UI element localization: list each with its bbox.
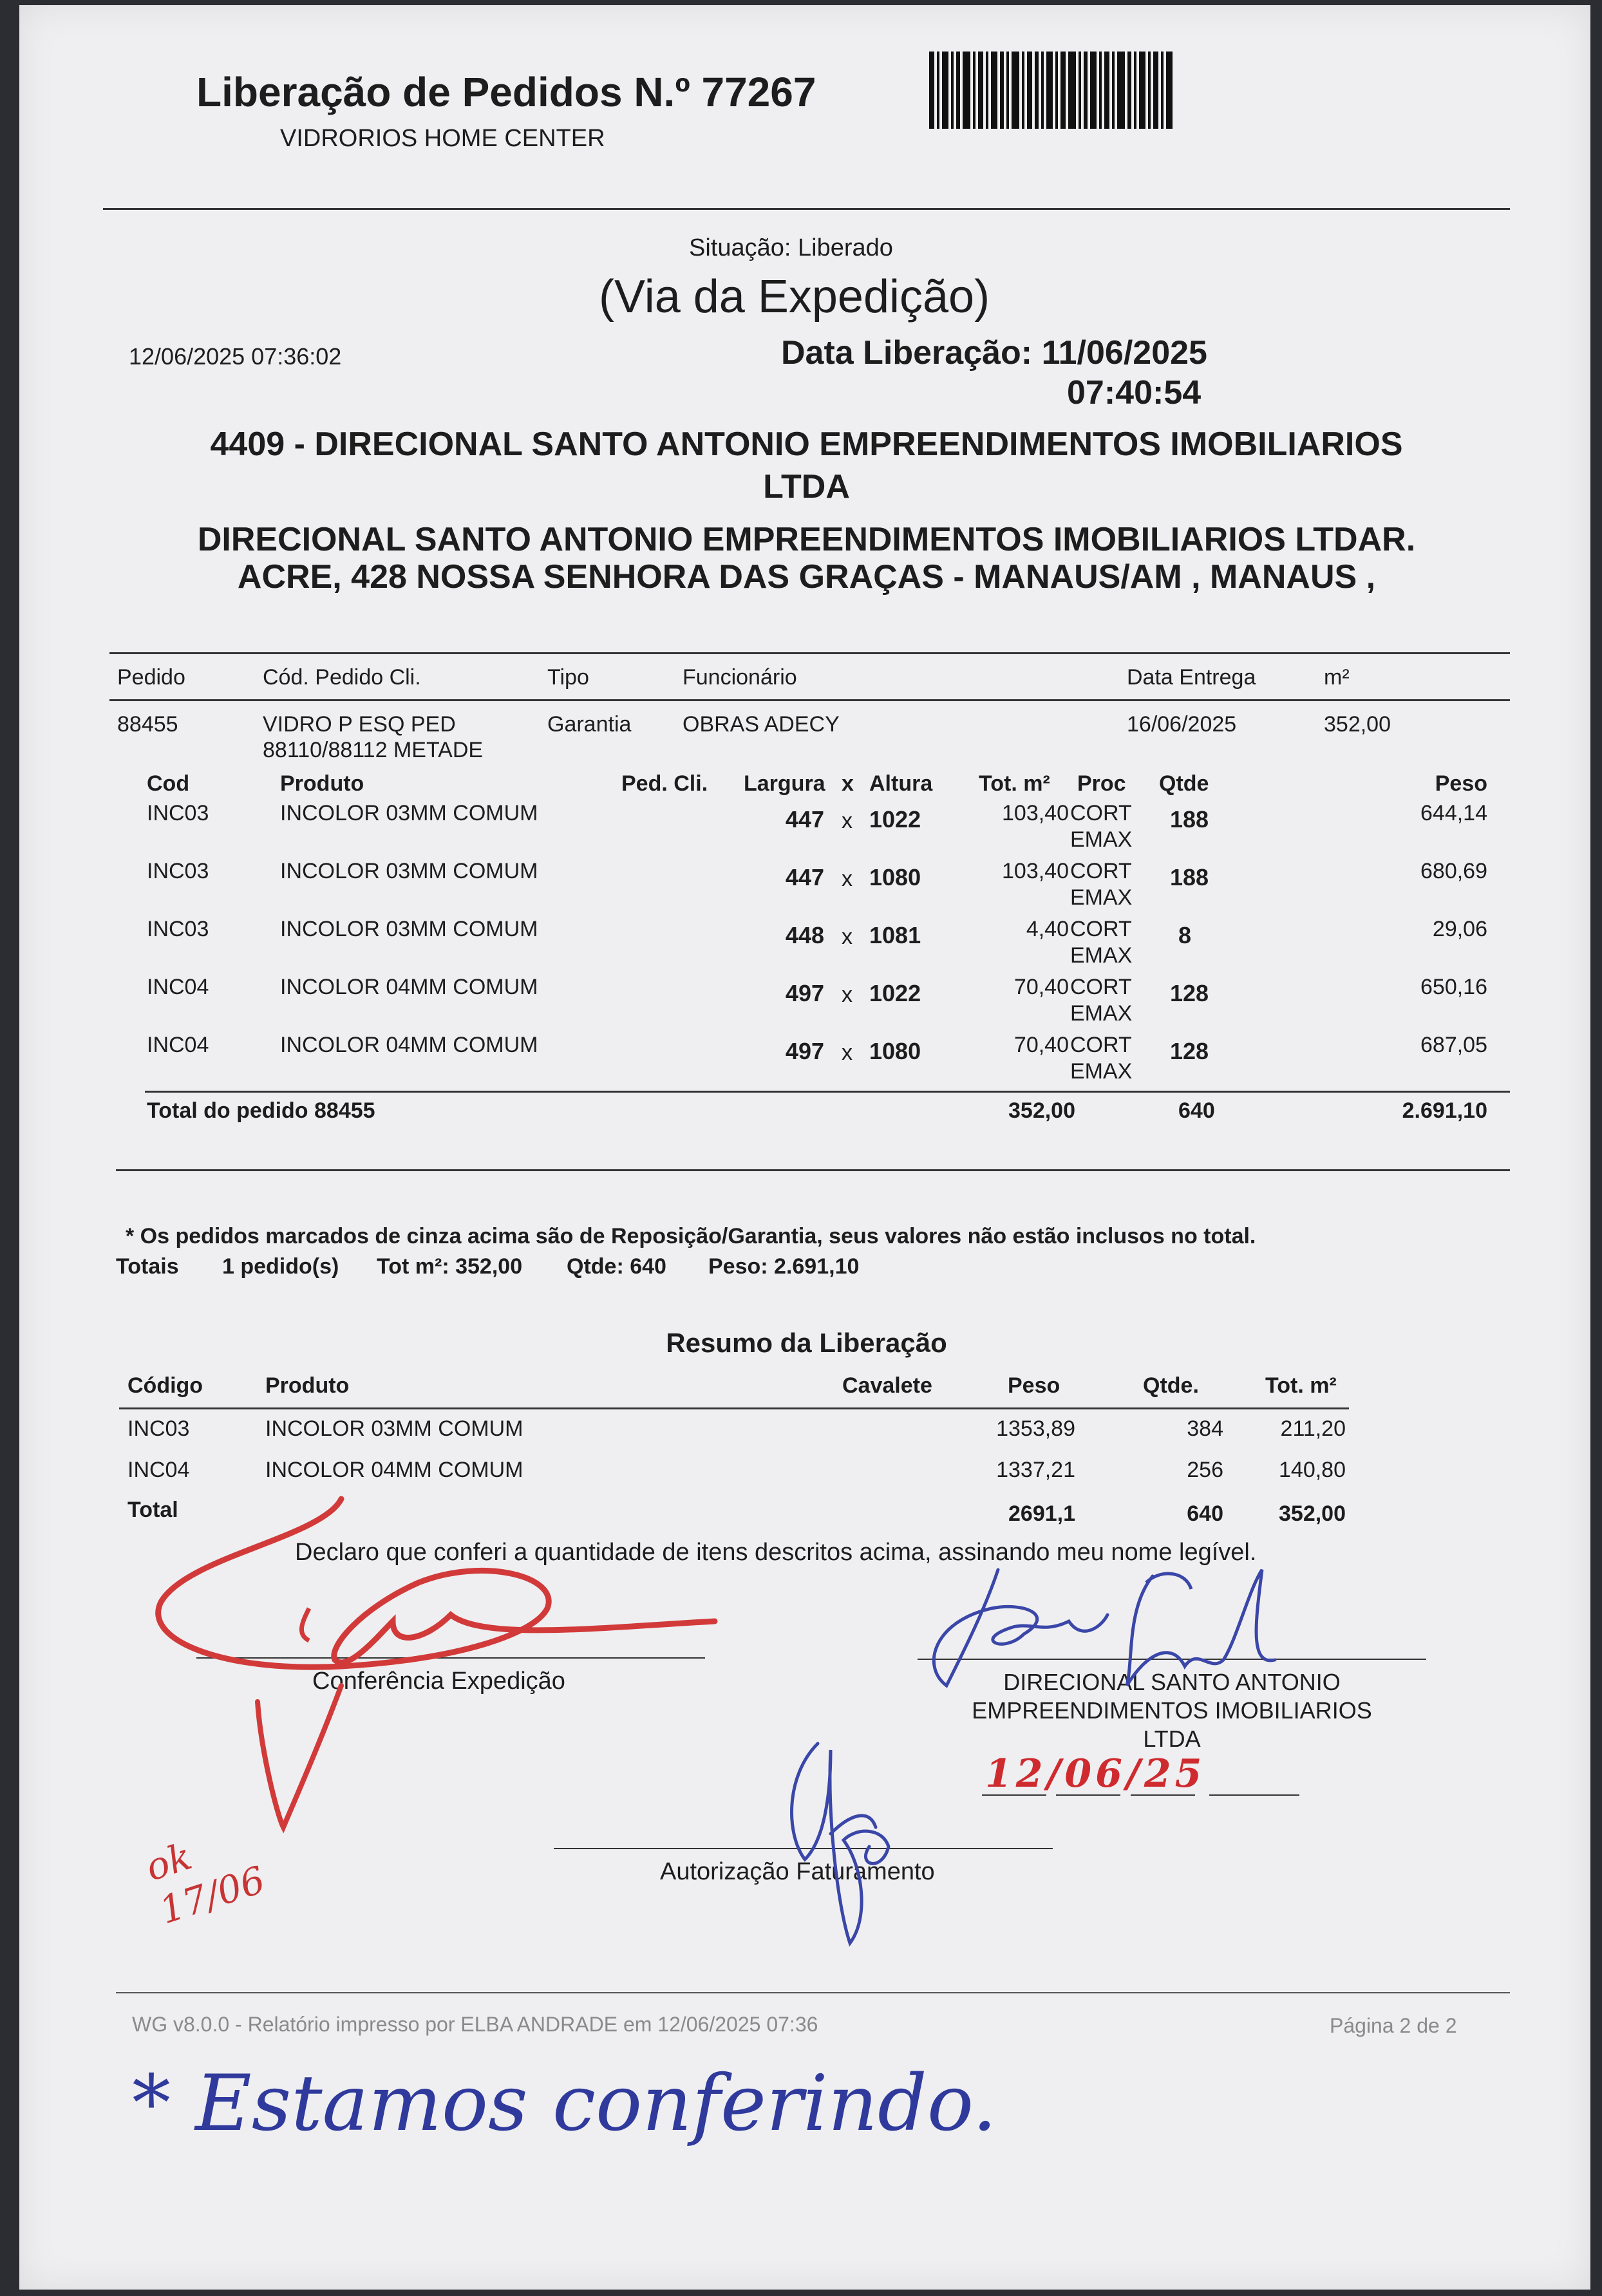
summary-codigo: INC03 bbox=[127, 1416, 190, 1441]
item-peso: 680,69 bbox=[1420, 859, 1487, 883]
summary-header-rule bbox=[119, 1407, 1349, 1409]
item-qtde: 8 bbox=[1178, 922, 1192, 948]
client-sign-name-2: EMPREENDIMENTOS IMOBILIARIOS bbox=[972, 1697, 1372, 1724]
item-cod: INC03 bbox=[147, 917, 209, 941]
summary-tot: 140,80 bbox=[1279, 1458, 1346, 1482]
col-header-cod-cli: Cód. Pedido Cli. bbox=[263, 665, 421, 690]
summary-header-codigo: Código bbox=[127, 1373, 203, 1398]
item-proc-1: CORT bbox=[1070, 801, 1132, 825]
item-header-ped-cli: Ped. Cli. bbox=[621, 771, 708, 796]
item-cod: INC03 bbox=[147, 859, 209, 883]
col-header-pedido: Pedido bbox=[117, 665, 185, 690]
summary-header-cavalete: Cavalete bbox=[842, 1373, 932, 1398]
totals-qtde: Qtde: 640 bbox=[567, 1254, 666, 1279]
item-cod: INC04 bbox=[147, 975, 209, 999]
item-altura: 1080 bbox=[869, 1038, 921, 1064]
printed-timestamp: 12/06/2025 07:36:02 bbox=[129, 343, 342, 370]
summary-header-produto: Produto bbox=[265, 1373, 350, 1398]
totals-m2: Tot m²: 352,00 bbox=[377, 1254, 523, 1279]
document-sheet bbox=[19, 5, 1590, 2290]
declaration-text: Declaro que conferi a quantidade de itens descritos acima, assinando meu nome legível. bbox=[295, 1539, 1257, 1566]
item-proc-1: CORT bbox=[1070, 859, 1132, 883]
item-proc-1: CORT bbox=[1070, 1033, 1132, 1057]
document-title: Liberação de Pedidos N.º 77267 bbox=[196, 69, 816, 115]
col-header-m2: m² bbox=[1324, 665, 1350, 690]
item-peso: 687,05 bbox=[1420, 1033, 1487, 1057]
item-produto: INCOLOR 03MM COMUM bbox=[280, 859, 538, 883]
item-header-cod: Cod bbox=[147, 771, 190, 796]
time-line bbox=[1209, 1794, 1299, 1796]
item-largura: 497 bbox=[785, 1038, 824, 1064]
item-proc-2: EMAX bbox=[1070, 827, 1133, 852]
summary-produto: INCOLOR 03MM COMUM bbox=[265, 1416, 523, 1441]
item-header-proc: Proc bbox=[1077, 771, 1126, 796]
item-header-qtde: Qtde bbox=[1159, 771, 1209, 796]
conferencia-label: Conferência Expedição bbox=[312, 1668, 565, 1695]
col-header-tipo: Tipo bbox=[547, 665, 589, 690]
via-label: (Via da Expedição) bbox=[599, 271, 990, 323]
item-altura: 1022 bbox=[869, 806, 921, 833]
summary-qtde: 256 bbox=[1187, 1458, 1223, 1482]
item-produto: INCOLOR 04MM COMUM bbox=[280, 1033, 538, 1057]
barcode bbox=[929, 52, 1174, 129]
item-peso: 650,16 bbox=[1420, 975, 1487, 999]
order-table-top-rule bbox=[109, 652, 1510, 654]
item-proc-2: EMAX bbox=[1070, 943, 1133, 968]
situation-label: Situação: Liberado bbox=[689, 234, 893, 261]
footer-report: WG v8.0.0 - Relatório impresso por ELBA ANDRADE em 12/06/2025 07:36 bbox=[132, 2013, 818, 2036]
header-divider bbox=[103, 208, 1510, 210]
summary-title: Resumo da Liberação bbox=[666, 1328, 947, 1358]
summary-header-peso: Peso bbox=[1008, 1373, 1060, 1398]
footer-divider bbox=[116, 1992, 1510, 1993]
item-header-x: x bbox=[842, 771, 854, 796]
summary-peso: 1353,89 bbox=[996, 1416, 1075, 1441]
item-tot-m2: 70,40 bbox=[1013, 975, 1069, 999]
order-tipo: Garantia bbox=[547, 712, 632, 737]
section-divider bbox=[116, 1169, 1510, 1171]
item-x: x bbox=[842, 1040, 853, 1065]
item-produto: INCOLOR 03MM COMUM bbox=[280, 801, 538, 825]
order-pedido: 88455 bbox=[117, 712, 178, 737]
client-name-line1: 4409 - DIRECIONAL SANTO ANTONIO EMPREENDIMENTOS IMOBILIARIOS bbox=[210, 426, 1403, 463]
order-total-qtde: 640 bbox=[1178, 1098, 1215, 1123]
item-qtde: 128 bbox=[1170, 1038, 1209, 1064]
item-altura: 1080 bbox=[869, 864, 921, 890]
order-table-header-rule bbox=[109, 699, 1510, 701]
summary-tot: 211,20 bbox=[1280, 1416, 1346, 1441]
item-proc-2: EMAX bbox=[1070, 885, 1133, 910]
totals-peso: Peso: 2.691,10 bbox=[708, 1254, 860, 1279]
client-address-line1: DIRECIONAL SANTO ANTONIO EMPREENDIMENTOS IMOBILIARIOS LTDAR. bbox=[197, 521, 1416, 558]
item-qtde: 188 bbox=[1170, 806, 1209, 833]
item-largura: 448 bbox=[785, 922, 824, 948]
item-produto: INCOLOR 03MM COMUM bbox=[280, 917, 538, 941]
summary-qtde: 384 bbox=[1187, 1416, 1223, 1441]
order-total-peso: 2.691,10 bbox=[1402, 1098, 1487, 1123]
release-time: 07:40:54 bbox=[1067, 374, 1202, 411]
client-name-line2: LTDA bbox=[763, 468, 850, 505]
item-largura: 447 bbox=[785, 806, 824, 833]
summary-header-qtde: Qtde. bbox=[1143, 1373, 1199, 1398]
summary-total-tot: 352,00 bbox=[1279, 1501, 1346, 1526]
item-x: x bbox=[842, 867, 853, 891]
totals-orders: 1 pedido(s) bbox=[222, 1254, 339, 1279]
client-address-line2: ACRE, 428 NOSSA SENHORA DAS GRAÇAS - MANAUS/AM , MANAUS , bbox=[237, 558, 1376, 596]
item-proc-1: CORT bbox=[1070, 975, 1132, 999]
company-name: VIDRORIOS HOME CENTER bbox=[280, 125, 605, 152]
order-total-m2: 352,00 bbox=[1008, 1098, 1075, 1123]
summary-total-peso: 2691,1 bbox=[1008, 1501, 1075, 1526]
handwritten-bottom-note: * Estamos conferindo. bbox=[132, 2059, 997, 2149]
autorizacao-label: Autorização Faturamento bbox=[660, 1858, 935, 1885]
col-header-data-entrega: Data Entrega bbox=[1127, 665, 1256, 690]
order-total-label: Total do pedido 88455 bbox=[147, 1098, 375, 1123]
summary-codigo: INC04 bbox=[127, 1458, 190, 1482]
blue-signature-client bbox=[914, 1557, 1301, 1698]
red-signature bbox=[148, 1480, 740, 1840]
item-largura: 447 bbox=[785, 864, 824, 890]
item-tot-m2: 70,40 bbox=[1013, 1033, 1069, 1057]
totals-label: Totais bbox=[116, 1254, 179, 1279]
item-proc-2: EMAX bbox=[1070, 1001, 1133, 1026]
item-x: x bbox=[842, 983, 853, 1007]
order-total-rule bbox=[145, 1091, 1510, 1093]
item-qtde: 128 bbox=[1170, 980, 1209, 1006]
gray-rows-note: * Os pedidos marcados de cinza acima são de Reposição/Garantia, seus valores não estão inclusos no total. bbox=[126, 1224, 1256, 1248]
blue-signature-authorization bbox=[760, 1737, 901, 1950]
handwritten-ok-note: ok 17/06 bbox=[140, 1834, 270, 1933]
order-cod-cli-2: 88110/88112 METADE bbox=[263, 738, 484, 762]
summary-produto: INCOLOR 04MM COMUM bbox=[265, 1458, 523, 1482]
summary-total-label: Total bbox=[127, 1498, 178, 1522]
item-qtde: 188 bbox=[1170, 864, 1209, 890]
client-sign-name-3: LTDA bbox=[1143, 1726, 1201, 1752]
item-altura: 1081 bbox=[869, 922, 921, 948]
client-sign-name-1: DIRECIONAL SANTO ANTONIO bbox=[1003, 1669, 1341, 1695]
item-x: x bbox=[842, 925, 853, 949]
item-x: x bbox=[842, 809, 853, 833]
handwritten-date: 12/06/25 bbox=[985, 1751, 1206, 1796]
item-tot-m2: 103,40 bbox=[1002, 859, 1069, 883]
summary-peso: 1337,21 bbox=[996, 1458, 1075, 1482]
item-header-tot-m2: Tot. m² bbox=[979, 771, 1050, 796]
order-m2: 352,00 bbox=[1324, 712, 1391, 737]
item-header-largura: Largura bbox=[744, 771, 825, 796]
item-largura: 497 bbox=[785, 980, 824, 1006]
item-peso: 29,06 bbox=[1432, 917, 1487, 941]
footer-page: Página 2 de 2 bbox=[1330, 2014, 1457, 2037]
item-header-altura: Altura bbox=[869, 771, 933, 796]
item-produto: INCOLOR 04MM COMUM bbox=[280, 975, 538, 999]
item-header-peso: Peso bbox=[1435, 771, 1487, 796]
item-header-produto: Produto bbox=[280, 771, 364, 796]
summary-total-qtde: 640 bbox=[1187, 1501, 1223, 1526]
item-proc-2: EMAX bbox=[1070, 1059, 1133, 1084]
order-funcionario: OBRAS ADECY bbox=[683, 712, 840, 737]
order-cod-cli-1: VIDRO P ESQ PED bbox=[263, 712, 456, 737]
item-altura: 1022 bbox=[869, 980, 921, 1006]
item-cod: INC03 bbox=[147, 801, 209, 825]
item-tot-m2: 4,40 bbox=[1026, 917, 1069, 941]
item-tot-m2: 103,40 bbox=[1002, 801, 1069, 825]
item-cod: INC04 bbox=[147, 1033, 209, 1057]
item-peso: 644,14 bbox=[1420, 801, 1487, 825]
summary-header-tot: Tot. m² bbox=[1265, 1373, 1337, 1398]
release-date: Data Liberação: 11/06/2025 bbox=[781, 334, 1207, 372]
order-data-entrega: 16/06/2025 bbox=[1127, 712, 1237, 737]
col-header-funcionario: Funcionário bbox=[683, 665, 797, 690]
item-proc-1: CORT bbox=[1070, 917, 1132, 941]
